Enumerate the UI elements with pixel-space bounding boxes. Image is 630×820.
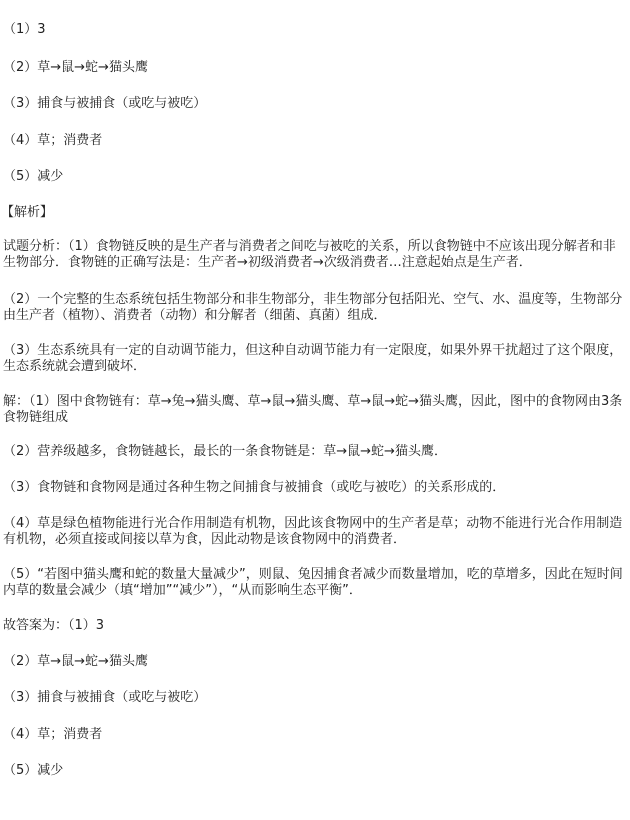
final-answer-5: （5）减少	[3, 763, 64, 778]
analysis-paragraph-1: 试题分析：（1）食物链反映的是生产者与消费者之间吃与被吃的关系，所以食物链中不应该出现分解者和非生物部分．食物链的正确写法是：生产者→初级消费者→次级消费者…注意起始点是生产者．	[3, 239, 616, 270]
solution-paragraph-5: （5）“若图中猫头鹰和蛇的数量大量减少”，则鼠、兔因捕食者减少而数量增加，吃的草增多，因此在短时间内草的数量会减少（填“增加”“减少”），“从而影响生态平衡”．	[3, 567, 623, 598]
answer-1: （1）3	[3, 22, 46, 37]
answer-2: （2）草→鼠→蛇→猫头鹰	[3, 60, 148, 75]
final-answer-3: （3）捕食与被捕食（或吃与被吃）	[3, 690, 207, 705]
solution-paragraph-1: 解：（1）图中食物链有：草→兔→猫头鹰、草→鼠→猫头鹰、草→鼠→蛇→猫头鹰，因此，图中的食物网由3条食物链组成	[3, 394, 623, 425]
final-answer-1: 故答案为：（1）3	[3, 618, 105, 633]
solution-paragraph-3: （3）食物链和食物网是通过各种生物之间捕食与被捕食（或吃与被吃）的关系形成的．	[3, 480, 506, 495]
answer-3: （3）捕食与被捕食（或吃与被吃）	[3, 96, 207, 111]
solution-paragraph-4: （4）草是绿色植物能进行光合作用制造有机物，因此该食物网中的生产者是草；动物不能进行光合作用制造有机物，必须直接或间接以草为食，因此动物是该食物网中的消费者．	[3, 516, 623, 547]
answer-4: （4）草；消费者	[3, 133, 103, 148]
analysis-heading: 【解析】	[1, 205, 54, 220]
analysis-paragraph-2: （2）一个完整的生态系统包括生物部分和非生物部分，非生物部分包括阳光、空气、水、温度等，生物部分由生产者（植物）、消费者（动物）和分解者（细菌、真菌）组成．	[3, 292, 623, 323]
final-answer-2: （2）草→鼠→蛇→猫头鹰	[3, 654, 148, 669]
analysis-paragraph-3: （3）生态系统具有一定的自动调节能力，但这种自动调节能力有一定限度，如果外界干扰超过了这个限度，生态系统就会遭到破坏．	[3, 343, 623, 374]
solution-paragraph-2: （2）营养级越多，食物链越长，最长的一条食物链是：草→鼠→蛇→猫头鹰．	[3, 444, 447, 459]
final-answer-4: （4）草；消费者	[3, 727, 103, 742]
answer-5: （5）减少	[3, 169, 64, 184]
